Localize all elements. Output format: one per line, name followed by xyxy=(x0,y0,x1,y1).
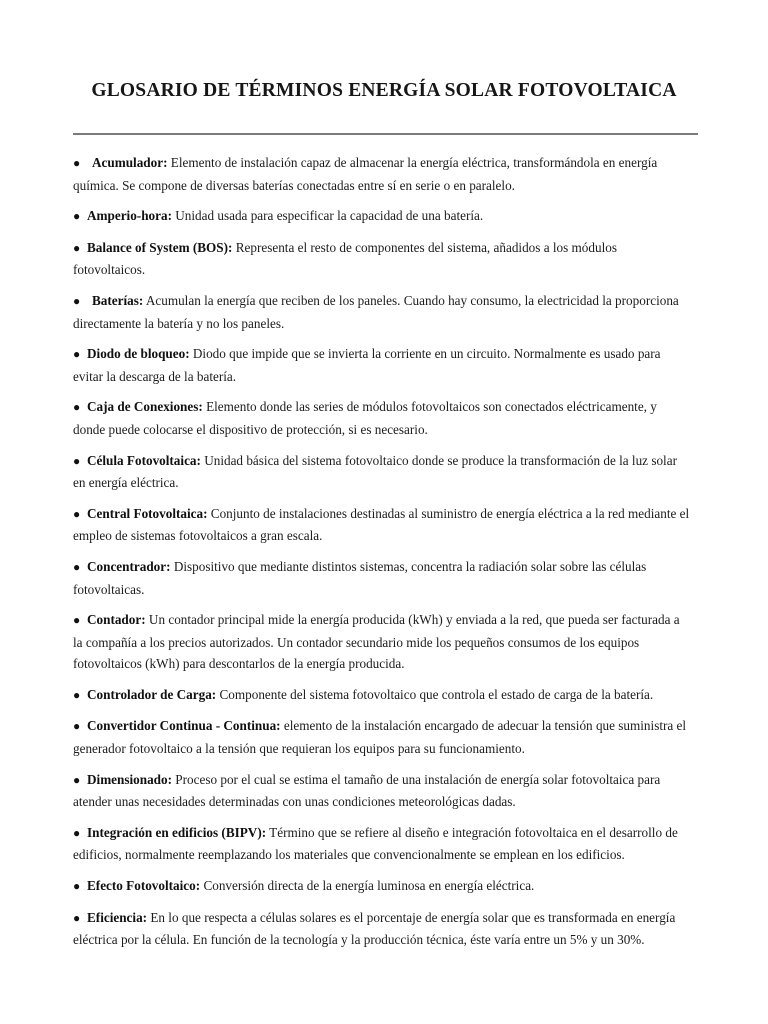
glossary-definition: Conjunto de instalaciones destinadas al suministro de energía eléctrica a la red mediante el empleo de sistemas fotovoltaicos a gran escala. xyxy=(73,505,690,544)
bullet-icon: ● xyxy=(73,879,81,894)
glossary-list xyxy=(73,152,692,960)
glossary-definition: Elemento de instalación capaz de almacenar la energía eléctrica, transformándola en energía química. Se compone de diversas baterías conectadas entre sí en serie o en paralelo. xyxy=(73,155,658,193)
glossary-term: Central Fotovoltaica: xyxy=(87,505,208,521)
glossary-entry xyxy=(73,715,692,759)
glossary-definition: Diodo que impide que se invierta la corriente en un circuito. Normalmente es usado para evitar la descarga de la batería. xyxy=(73,346,661,384)
bullet-icon: ● xyxy=(73,613,81,628)
title-divider xyxy=(73,133,698,135)
glossary-term: Célula Fotovoltaica: xyxy=(87,452,201,468)
bullet-icon: ● xyxy=(73,825,81,840)
glossary-term: Amperio-hora: xyxy=(87,208,172,224)
bullet-icon: ● xyxy=(73,240,81,255)
bullet-icon: ● xyxy=(73,687,81,702)
glossary-definition: Proceso por el cual se estima el tamaño de una instalación de energía solar fotovoltaica para atender unas necesidades determinadas con unas condiciones meteorológicas dadas. xyxy=(73,771,661,810)
bullet-icon: ● xyxy=(73,506,81,521)
glossary-entry xyxy=(73,205,692,228)
glossary-definition: Término que se refiere al diseño e integración fotovoltaica en el desarrollo de edificios, normalmente reemplazando los materiales que convencionalmente se emplean en los edificios. xyxy=(73,824,678,863)
glossary-term: Baterías: xyxy=(92,292,144,308)
glossary-term: Contador: xyxy=(87,612,146,628)
glossary-entry xyxy=(73,152,692,196)
glossary-entry xyxy=(73,343,692,387)
glossary-term: Integración en edificios (BIPV): xyxy=(87,824,267,840)
glossary-entry xyxy=(73,290,692,334)
glossary-entry xyxy=(73,396,692,440)
glossary-definition: Representa el resto de componentes del sistema, añadidos a los módulos fotovoltaicos. xyxy=(73,239,617,278)
bullet-icon: ● xyxy=(73,719,81,734)
glossary-term: Diodo de bloqueo: xyxy=(87,346,190,362)
bullet-icon: ● xyxy=(73,453,81,468)
glossary-term: Eficiencia: xyxy=(87,909,148,925)
bullet-icon: ● xyxy=(73,209,81,224)
glossary-entry xyxy=(73,907,692,951)
glossary-definition: Elemento donde las series de módulos fotovoltaicos son conectados eléctricamente, y donde puede colocarse el dispositivo de protección, si es necesario. xyxy=(73,399,657,437)
bullet-icon: ● xyxy=(73,910,81,925)
glossary-term: Acumulador: xyxy=(92,155,168,170)
glossary-entry xyxy=(73,684,692,707)
page-title: GLOSARIO DE TÉRMINOS ENERGÍA SOLAR FOTOVOLTAICA xyxy=(91,80,677,101)
glossary-term: Concentrador: xyxy=(87,558,171,574)
glossary-term: Efecto Fotovoltaico: xyxy=(87,878,201,894)
glossary-definition: En lo que respecta a células solares es el porcentaje de energía solar que es transformada en energía eléctrica por la célula. En función de la tecnología y la producción técnica, éste varía entre un 5% y un 30%. xyxy=(73,909,676,948)
glossary-term: Convertidor Continua - Continua: xyxy=(87,718,281,734)
glossary-definition: elemento de la instalación encargado de adecuar la tensión que suministra el generador fotovoltaico a la tensión que requieran los equipos para su funcionamiento. xyxy=(73,718,687,757)
glossary-term: Caja de Conexiones: xyxy=(87,399,203,415)
glossary-entry xyxy=(73,875,692,898)
bullet-icon: ● xyxy=(73,347,81,362)
glossary-term: Controlador de Carga: xyxy=(87,686,217,702)
glossary-definition: Componente del sistema fotovoltaico que controla el estado de carga de la batería. xyxy=(216,686,654,702)
glossary-term: Dimensionado: xyxy=(87,771,172,787)
glossary-definition: Un contador principal mide la energía producida (kWh) y enviada a la red, que pueda ser facturada a la compañía a los precios autorizados. Un contador secundario mide los pequeños consumos de los equipos fotovoltaicos (kWh) para descontarlos de la energía producida. xyxy=(73,612,680,672)
glossary-entry xyxy=(73,822,692,866)
glossary-entry xyxy=(73,450,692,494)
bullet-icon: ● xyxy=(73,559,81,574)
glossary-entry xyxy=(73,609,692,675)
bullet-icon: ● xyxy=(73,293,81,308)
glossary-definition: Acumulan la energía que reciben de los paneles. Cuando hay consumo, la electricidad la proporciona directamente la batería y no los paneles. xyxy=(73,292,679,331)
glossary-definition: Conversión directa de la energía luminosa en energía eléctrica. xyxy=(200,878,535,894)
glossary-entry xyxy=(73,237,692,281)
glossary-entry xyxy=(73,556,692,600)
bullet-icon: ● xyxy=(73,772,81,787)
glossary-entry xyxy=(73,769,692,813)
glossary-entry xyxy=(73,503,692,547)
glossary-definition: Dispositivo que mediante distintos sistemas, concentra la radiación solar sobre las células fotovoltaicas. xyxy=(73,558,647,597)
glossary-definition: Unidad usada para especificar la capacidad de una batería. xyxy=(171,208,484,224)
glossary-term: Balance of System (BOS): xyxy=(87,239,233,255)
bullet-icon: ● xyxy=(73,400,81,415)
bullet-icon: ● xyxy=(73,156,81,170)
glossary-definition: Unidad básica del sistema fotovoltaico donde se produce la transformación de la luz solar en energía eléctrica. xyxy=(73,452,677,491)
